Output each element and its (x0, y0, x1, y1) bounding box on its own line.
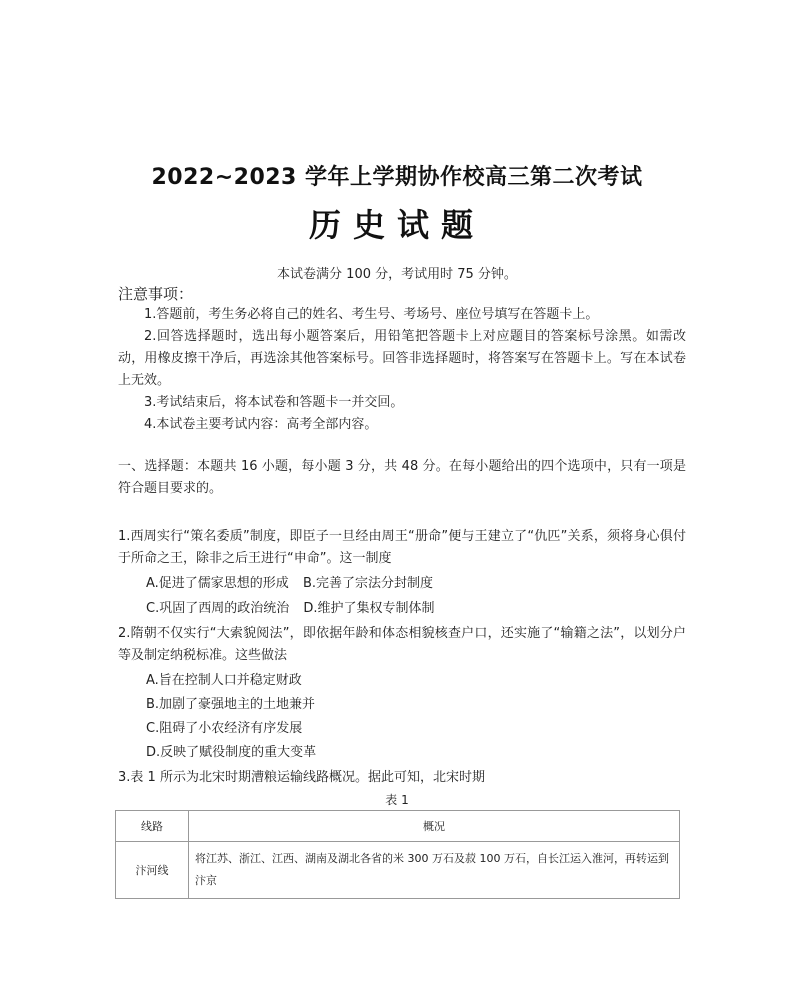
question-1-option-d: D.维护了集权专制体制 (303, 601, 435, 616)
notice-item-4: 4.本试卷主要考试内容：高考全部内容。 (144, 417, 378, 432)
table-header-row (116, 811, 680, 842)
question-1-stem: 1.西周实行“策名委质”制度，即臣子一旦经由周王“册命”便与王建立了“仇匹”关系，须将身心俱付于所命之王，除非之后王进行“申命”。这一制度 (118, 529, 686, 566)
notice-item-2: 2.回答选择题时，选出每小题答案后，用铅笔把答题卡上对应题目的答案标号涂黑。如需改动，用橡皮擦干净后，再选涂其他答案标号。回答非选择题时，将答案写在答题卡上。写在本试卷上无效。 (118, 329, 686, 388)
question-1-options-row-1 (146, 573, 433, 595)
notice-item-1: 1.答题前，考生务必将自己的姓名、考生号、考场号、座位号填写在答题卡上。 (144, 307, 599, 322)
table-cell-summary: 将江苏、浙江、江西、湖南及湖北各省的米 300 万石及菽 100 万石，自长江运入淮河，再转运到汴京 (189, 842, 680, 899)
question-2-option-d: D.反映了赋役制度的重大变革 (146, 745, 317, 760)
table-header-route: 线路 (116, 811, 189, 842)
notice-heading: 注意事项： (118, 285, 194, 303)
question-2-option-b: B.加剧了豪强地主的土地兼并 (146, 697, 316, 712)
question-2-option-c: C.阻碍了小农经济有序发展 (146, 721, 303, 736)
exam-info: 本试卷满分 100 分，考试用时 75 分钟。 (277, 267, 517, 282)
route-table (115, 810, 680, 899)
subject-title: 历史试题 (308, 206, 485, 244)
table-caption: 表 1 (385, 793, 409, 807)
question-2-stem: 2.隋朝不仅实行“大索貌阅法”，即依据年龄和体态相貌核查户口，还实施了“输籍之法”，以划分户等及制定纳税标准。这些做法 (118, 626, 686, 663)
exam-title: 2022~2023 学年上学期协作校高三第二次考试 (151, 165, 643, 190)
question-1-options-row-2 (146, 598, 435, 620)
question-1-option-c: C.巩固了西周的政治统治 (146, 601, 290, 616)
table-row (116, 842, 680, 899)
section-one-intro: 一、选择题：本题共 16 小题，每小题 3 分，共 48 分。在每小题给出的四个选项中，只有一项是符合题目要求的。 (118, 459, 686, 496)
question-1-option-b: B.完善了宗法分封制度 (302, 576, 434, 591)
question-1-option-a: A.促进了儒家思想的形成 (146, 576, 289, 591)
table-header-summary: 概况 (189, 811, 680, 842)
question-3-stem: 3.表 1 所示为北宋时期漕粮运输线路概况。据此可知，北宋时期 (118, 770, 485, 785)
table-cell-route: 汴河线 (116, 842, 189, 899)
question-2-option-a: A.旨在控制人口并稳定财政 (146, 673, 302, 688)
notice-item-3: 3.考试结束后，将本试卷和答题卡一并交回。 (144, 395, 404, 410)
